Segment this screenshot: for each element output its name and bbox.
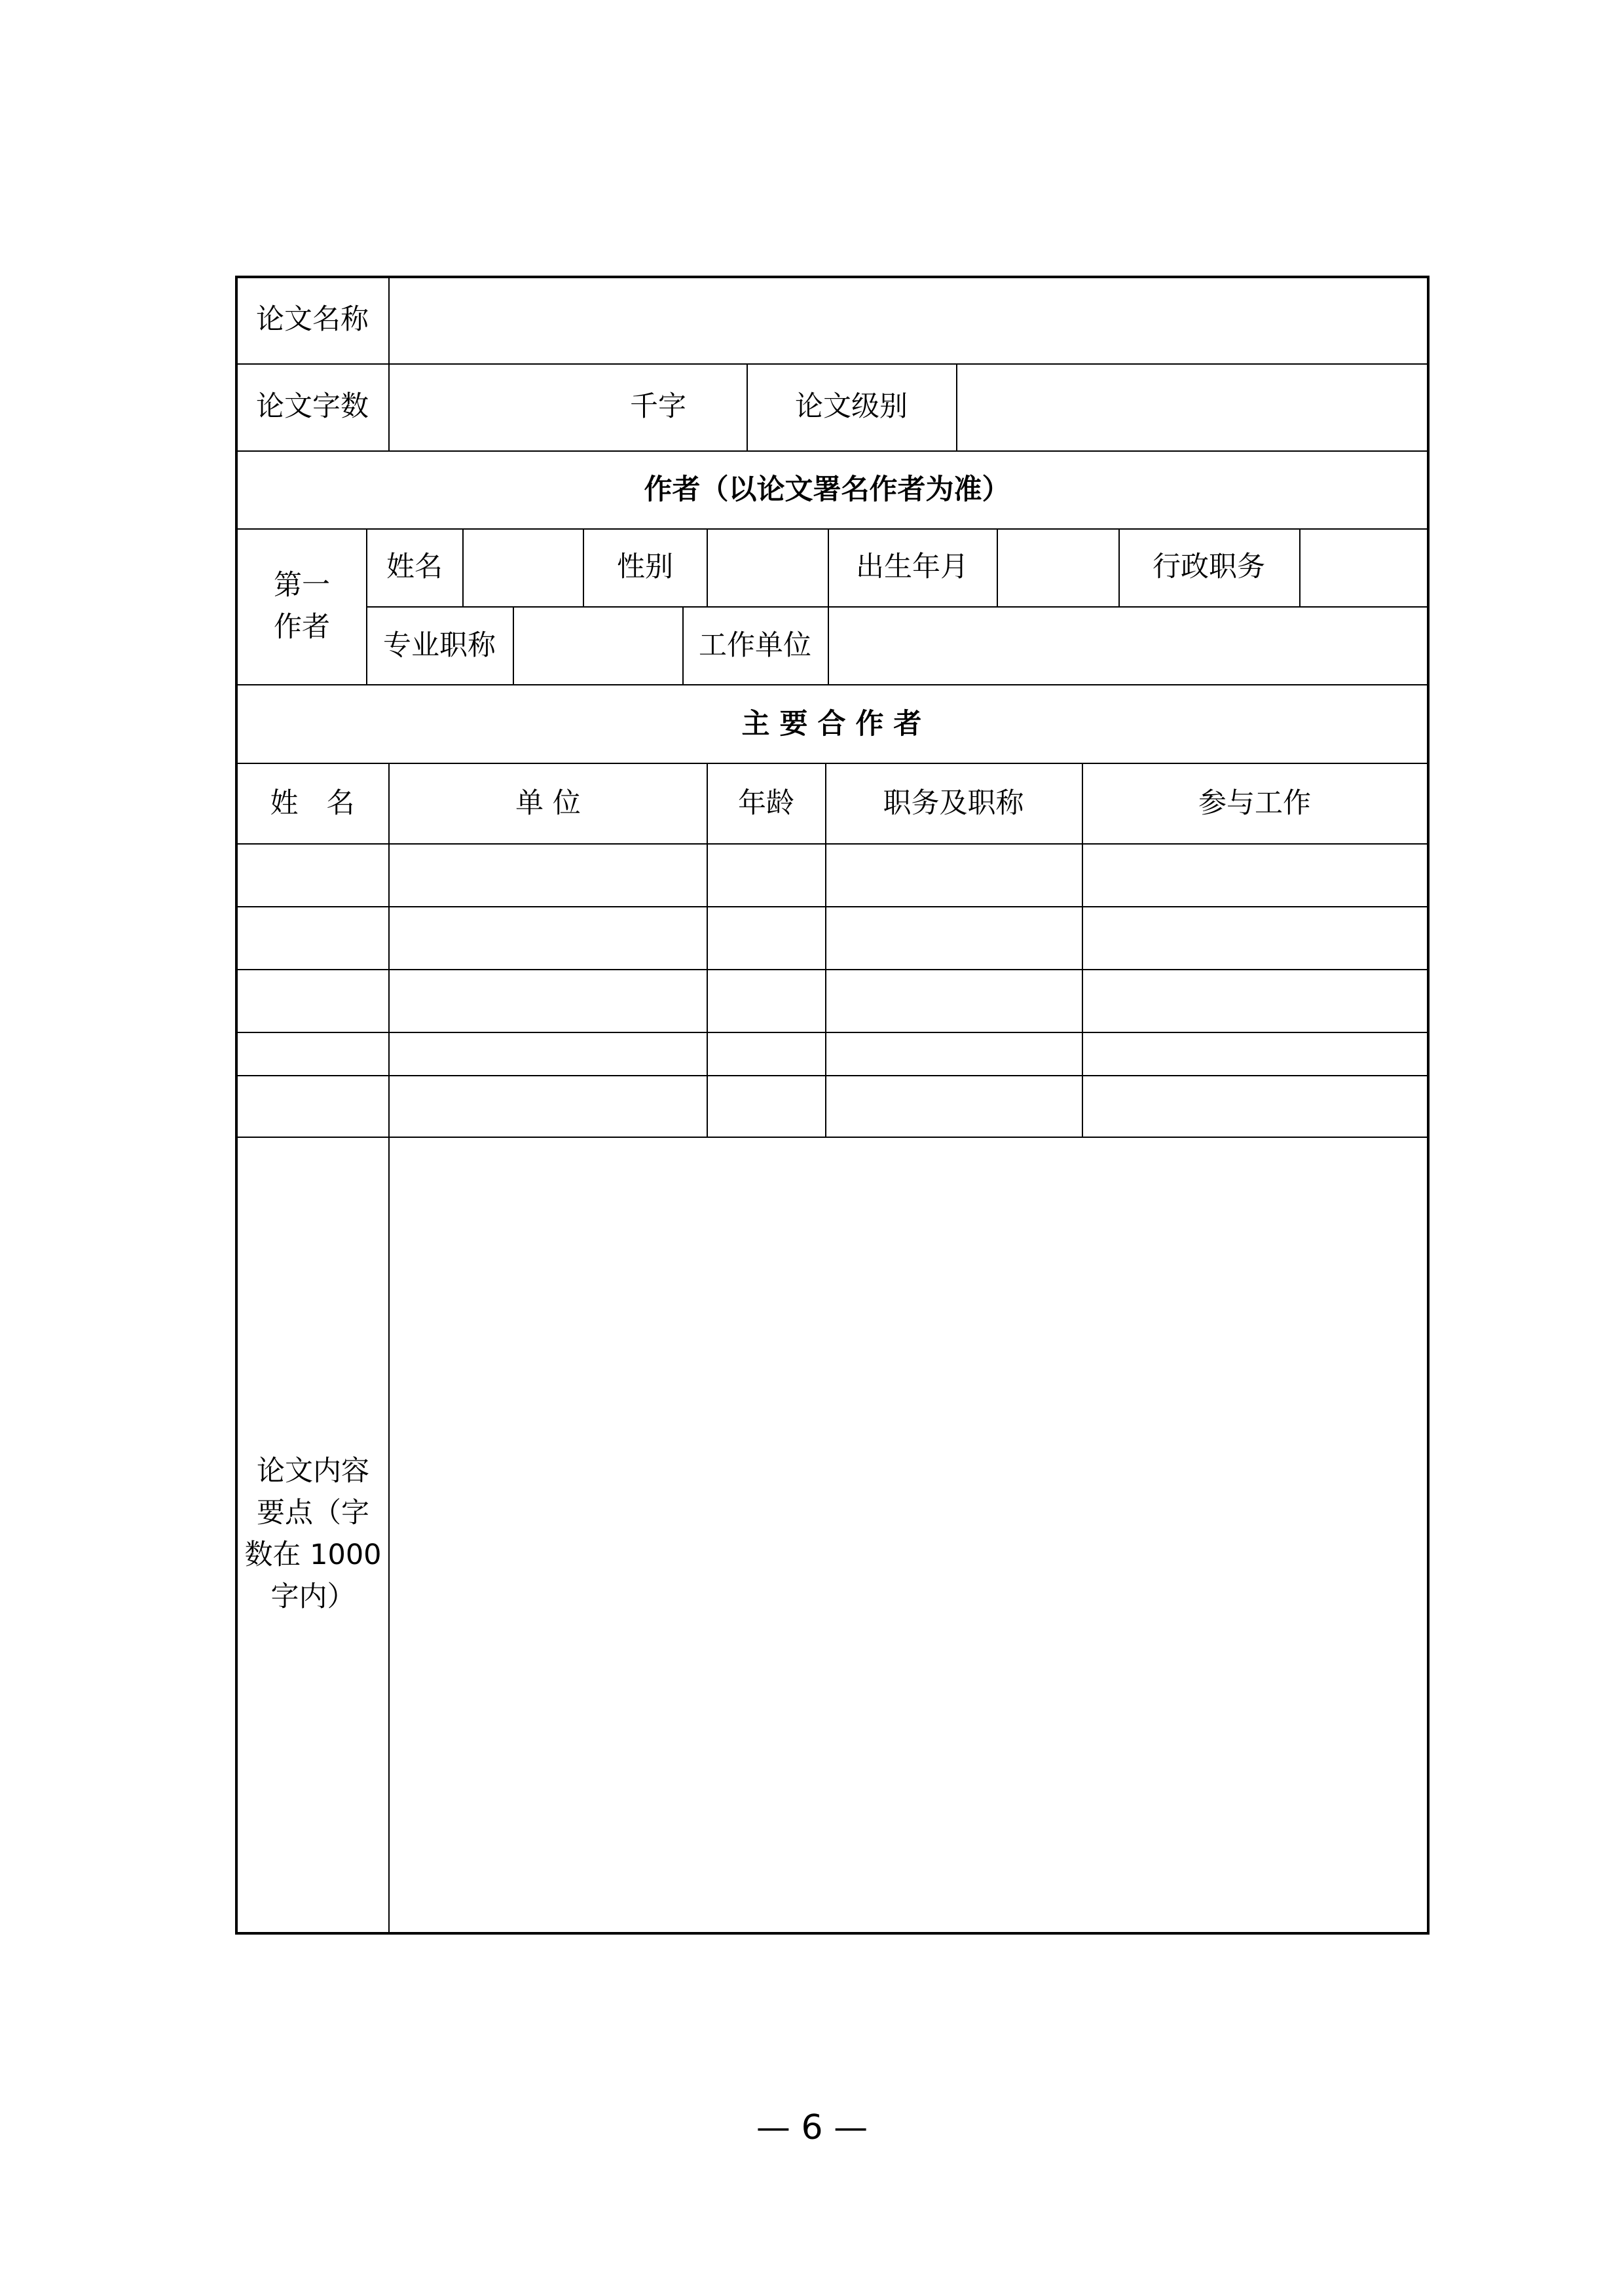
authors-header: 作者（以论文署名作者为准） bbox=[644, 473, 1010, 506]
row-divider bbox=[236, 1137, 1428, 1138]
col-divider bbox=[388, 1137, 390, 1933]
coauthor-unit-cell[interactable] bbox=[390, 845, 707, 906]
coauthor-unit-cell[interactable] bbox=[390, 1033, 707, 1075]
first-author-label: 第一 作者 bbox=[274, 569, 330, 644]
first-author-position-field[interactable] bbox=[1301, 530, 1426, 606]
table-row bbox=[236, 1033, 1427, 1075]
coauthor-name-cell[interactable] bbox=[238, 970, 388, 1032]
first-author-birth-field[interactable] bbox=[999, 530, 1118, 606]
col-divider bbox=[583, 529, 584, 607]
col-divider bbox=[462, 529, 464, 607]
coauthor-age-cell[interactable] bbox=[708, 1076, 825, 1137]
col-divider bbox=[1118, 529, 1120, 607]
column-header-name: 姓 名 bbox=[270, 787, 355, 820]
coauthor-name-cell[interactable] bbox=[238, 1033, 388, 1075]
col-divider bbox=[828, 529, 829, 607]
row-divider bbox=[236, 363, 1428, 365]
table-border-bottom bbox=[235, 1932, 1430, 1935]
row-divider bbox=[367, 606, 1428, 608]
row-divider bbox=[236, 528, 1428, 530]
table-row bbox=[236, 1076, 1427, 1137]
col-divider bbox=[388, 277, 390, 451]
table-row bbox=[236, 845, 1427, 906]
coauthor-unit-cell[interactable] bbox=[390, 1076, 707, 1137]
table-row bbox=[236, 970, 1427, 1032]
title-label: 论文名称 bbox=[256, 303, 369, 336]
table-border-right bbox=[1427, 276, 1430, 1935]
first-author-title-label: 专业职称 bbox=[383, 629, 496, 662]
coauthor-unit-cell[interactable] bbox=[390, 970, 707, 1032]
page-number: — 6 — bbox=[756, 2108, 868, 2147]
level-field[interactable] bbox=[958, 365, 1426, 450]
abstract-label: 论文内容 要点（字 数在 1000 字内） bbox=[244, 1455, 382, 1613]
coauthor-age-cell[interactable] bbox=[708, 1033, 825, 1075]
word-count-field[interactable] bbox=[390, 365, 746, 450]
coauthor-work-cell[interactable] bbox=[1083, 845, 1427, 906]
column-header-age: 年龄 bbox=[738, 787, 794, 820]
column-header-position: 职务及职称 bbox=[883, 787, 1024, 820]
coauthors-header: 主 要 合 作 者 bbox=[741, 708, 922, 740]
title-field[interactable] bbox=[390, 279, 1426, 363]
coauthor-age-cell[interactable] bbox=[708, 845, 825, 906]
coauthor-work-cell[interactable] bbox=[1083, 970, 1427, 1032]
row-divider bbox=[236, 450, 1428, 452]
coauthor-position-cell[interactable] bbox=[826, 1076, 1082, 1137]
col-divider bbox=[682, 607, 684, 685]
first-author-gender-field[interactable] bbox=[709, 530, 827, 606]
col-divider bbox=[956, 364, 957, 451]
column-header-work: 参与工作 bbox=[1198, 787, 1311, 820]
table-border-top bbox=[235, 276, 1430, 278]
coauthor-age-cell[interactable] bbox=[708, 970, 825, 1032]
table-row bbox=[236, 907, 1427, 969]
column-header-unit: 单 位 bbox=[515, 787, 581, 820]
col-divider bbox=[1299, 529, 1301, 607]
coauthor-work-cell[interactable] bbox=[1083, 907, 1427, 969]
col-divider bbox=[747, 364, 748, 451]
col-divider bbox=[828, 607, 829, 685]
first-author-position-label: 行政职务 bbox=[1153, 551, 1265, 583]
coauthor-name-cell[interactable] bbox=[238, 845, 388, 906]
abstract-field[interactable] bbox=[390, 1139, 1426, 1931]
coauthor-work-cell[interactable] bbox=[1083, 1033, 1427, 1075]
coauthor-position-cell[interactable] bbox=[826, 1033, 1082, 1075]
col-divider bbox=[707, 529, 708, 607]
first-author-name-label: 姓名 bbox=[386, 551, 443, 583]
coauthor-position-cell[interactable] bbox=[826, 907, 1082, 969]
coauthor-age-cell[interactable] bbox=[708, 907, 825, 969]
word-count-label: 论文字数 bbox=[256, 390, 369, 423]
coauthor-position-cell[interactable] bbox=[826, 845, 1082, 906]
row-divider bbox=[236, 684, 1428, 685]
col-divider bbox=[997, 529, 998, 607]
first-author-unit-field[interactable] bbox=[830, 608, 1426, 683]
coauthor-work-cell[interactable] bbox=[1083, 1076, 1427, 1137]
coauthor-unit-cell[interactable] bbox=[390, 907, 707, 969]
first-author-name-field[interactable] bbox=[464, 530, 582, 606]
level-label: 论文级别 bbox=[795, 390, 908, 423]
coauthor-position-cell[interactable] bbox=[826, 970, 1082, 1032]
word-count-unit: 千字 bbox=[630, 390, 686, 423]
first-author-gender-label: 性别 bbox=[617, 551, 673, 583]
row-divider bbox=[236, 763, 1428, 764]
coauthor-name-cell[interactable] bbox=[238, 1076, 388, 1137]
first-author-title-field[interactable] bbox=[515, 608, 682, 683]
coauthor-name-cell[interactable] bbox=[238, 907, 388, 969]
first-author-unit-label: 工作单位 bbox=[699, 629, 811, 662]
first-author-birth-label: 出生年月 bbox=[856, 551, 969, 583]
col-divider bbox=[366, 529, 367, 685]
col-divider bbox=[513, 607, 514, 685]
